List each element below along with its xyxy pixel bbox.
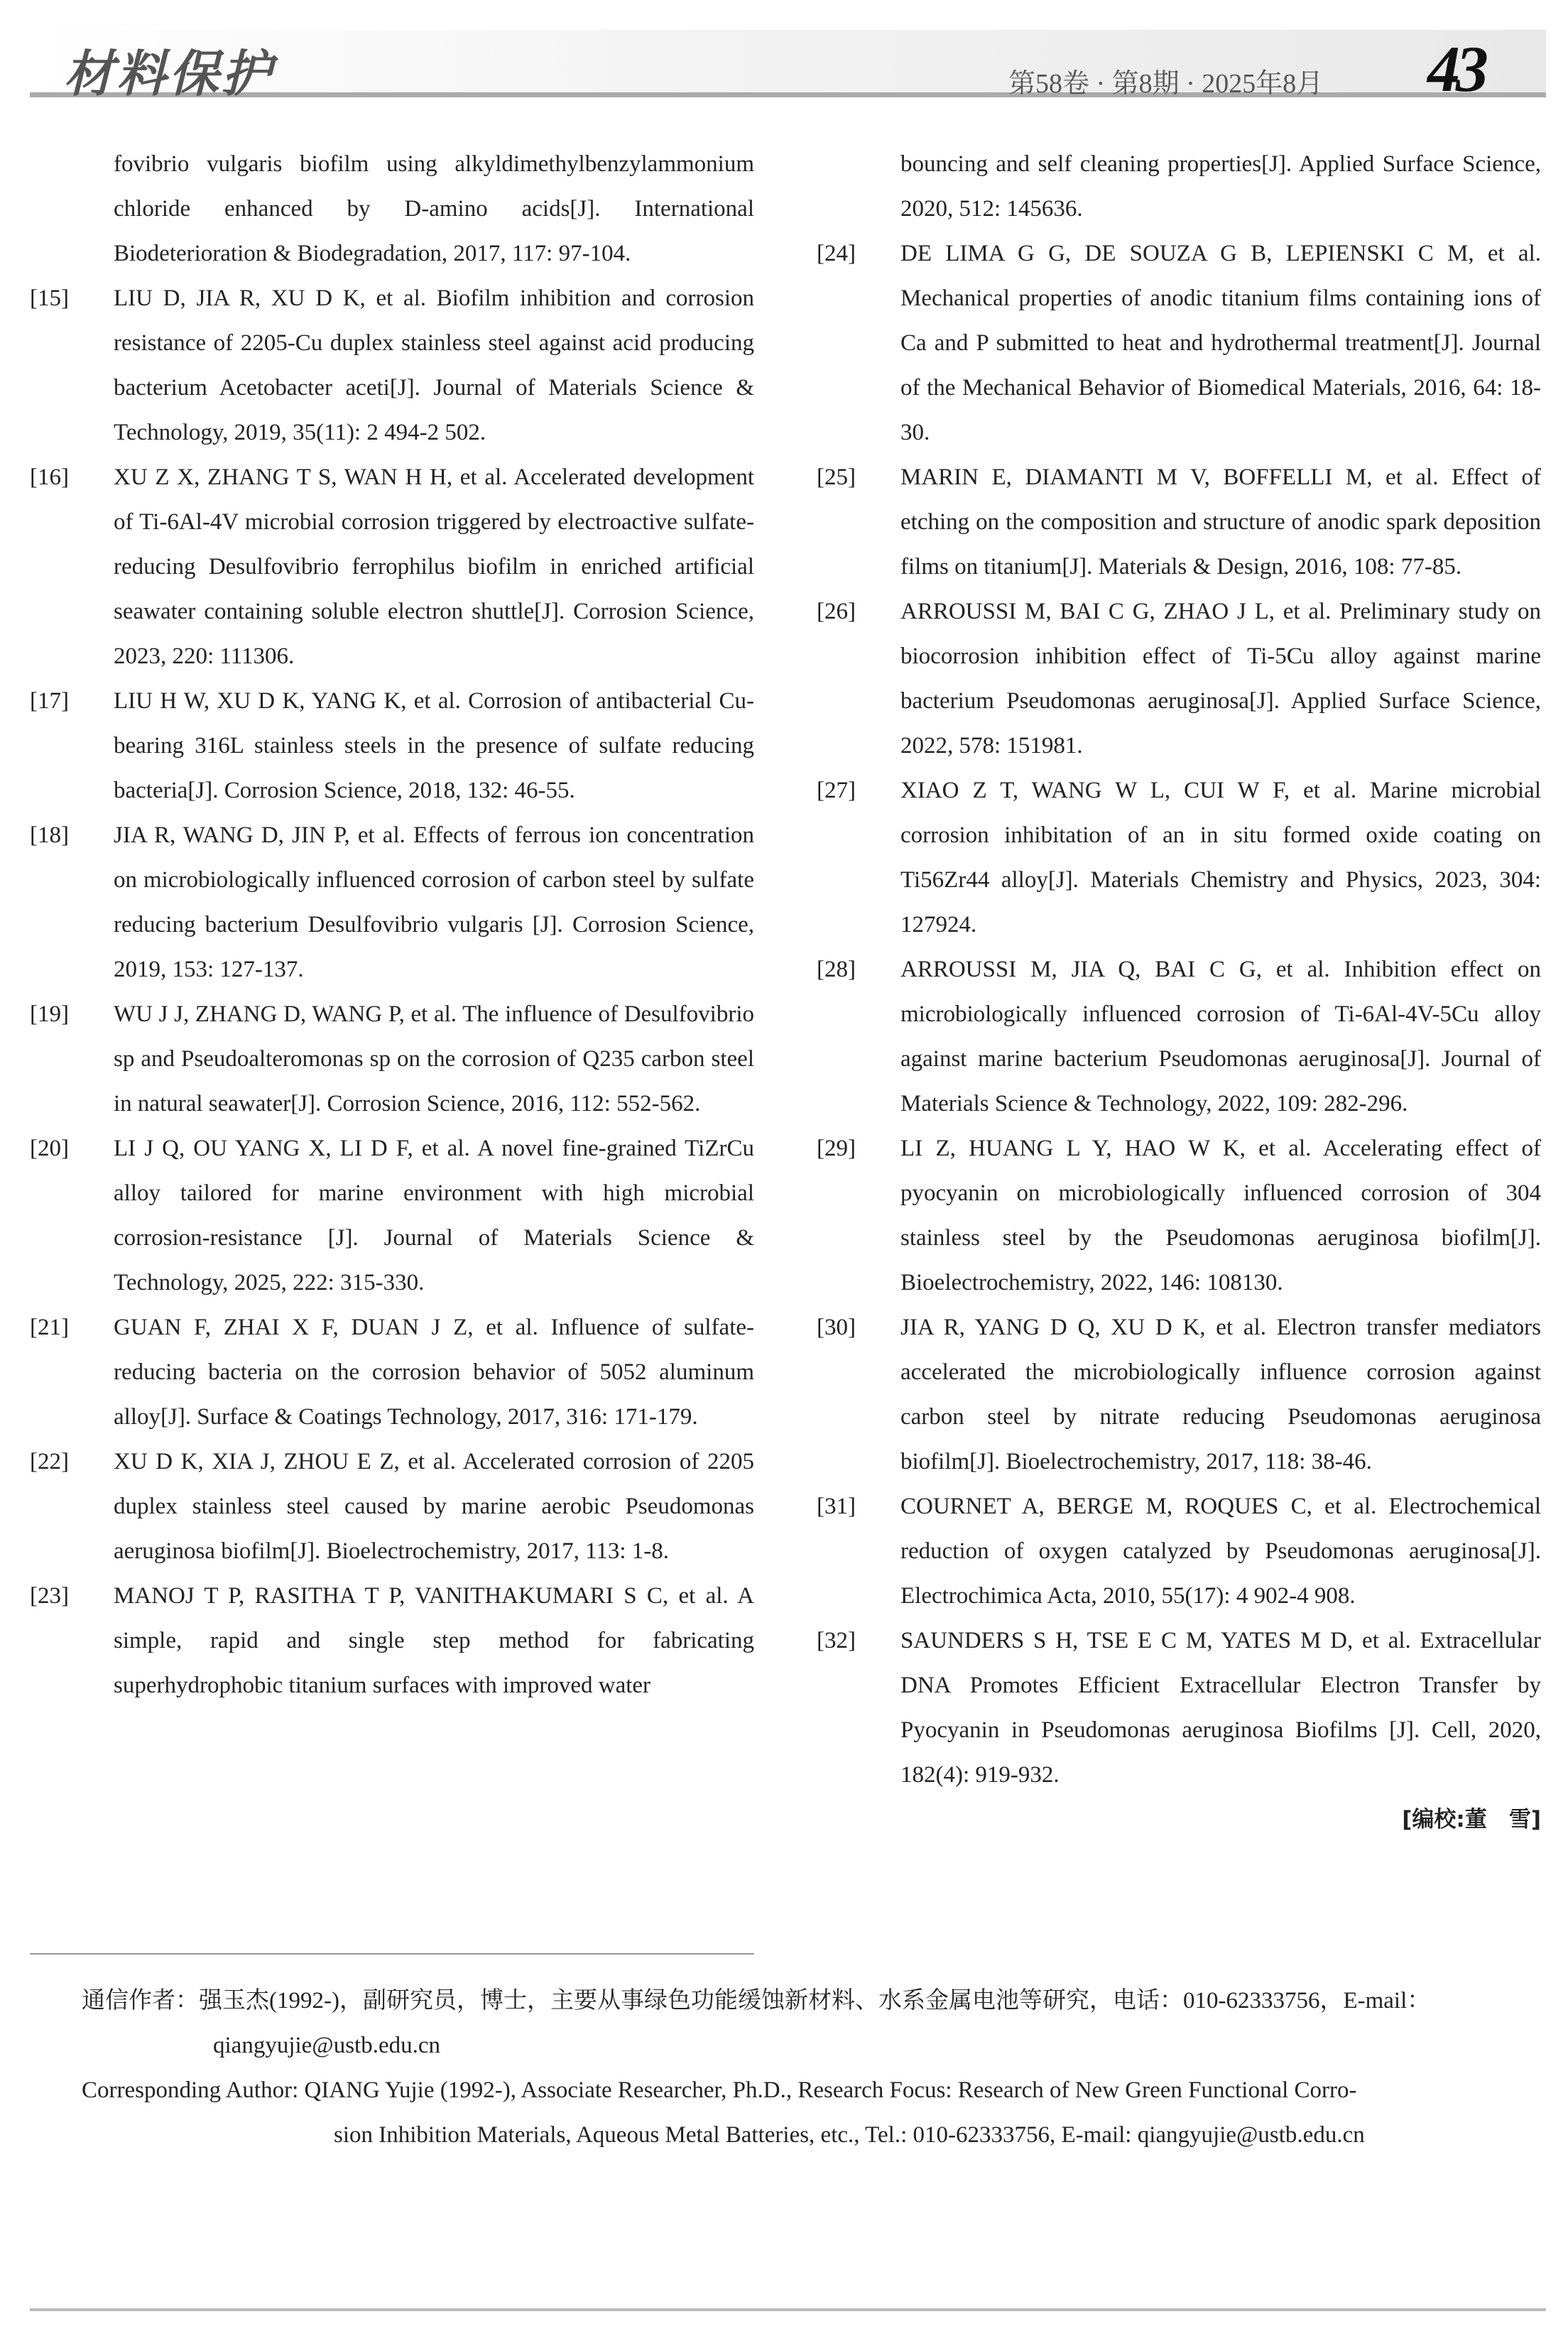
reference-item [817,589,1541,768]
reference-number: [31] [817,1494,856,1519]
reference-number: [30] [817,1315,856,1340]
reference-text: COURNET A, BERGE M, ROQUES C, et al. Electrochemical reduction of oxygen catalyzed by Pseudomonas aeruginosa[J]. Electrochimica Acta, 2010, 55(17): 4 902-4 908. [900,1494,1541,1609]
reference-continuation: fovibrio vulgaris biofilm using alkyldimethylbenzylammonium chloride enhanced by D-amino acids[J]. International Biodeterioration & Biodegradation, 2017, 117: 97-104. [114,151,754,266]
reference-text: JIA R, YANG D Q, XU D K, et al. Electron transfer mediators accelerated the microbiologically influence corrosion against carbon steel by nitrate reducing Pseudomonas aeruginosa biofilm[J]. Bioelectrochemistry, 2017, 118: 38-46. [900,1315,1541,1474]
journal-logo: 材料保护 [64,44,274,103]
reference-number: [20] [30,1136,69,1161]
footnote-en-line1: Corresponding Author: QIANG Yujie (1992-), Associate Researcher, Ph.D., Research Focus: Research of New Green Functional Corro- [82,2077,1357,2103]
footnote-en-line2: sion Inhibition Materials, Aqueous Metal Batteries, etc., Tel.: 010-62333756, E-mail: qiangyujie@ustb.edu.cn [334,2122,1365,2148]
page-number: 43 [1427,33,1484,105]
reference-number: [23] [30,1583,69,1609]
reference-item [817,1126,1541,1305]
right-column [817,142,1541,1842]
reference-text: LI Z, HUANG L Y, HAO W K, et al. Accelerating effect of pyocyanin on microbiologically influenced corrosion of 304 stainless steel by the Pseudomonas aeruginosa biofilm[J]. Bioelectrochemistry, 2022, 146: 108130. [900,1136,1541,1295]
reference-number: [16] [30,464,69,490]
reference-item [817,947,1541,1126]
reference-text: XU D K, XIA J, ZHOU E Z, et al. Accelerated corrosion of 2205 duplex stainless steel caused by marine aerobic Pseudomonas aeruginosa biofilm[J]. Bioelectrochemistry, 2017, 113: 1-8. [114,1449,754,1564]
reference-text: MANOJ T P, RASITHA T P, VANITHAKUMARI S C, et al. A simple, rapid and single step method for fabricating superhydrophobic titanium surfaces with improved water [114,1583,754,1698]
reference-number: [18] [30,822,69,848]
reference-number: [26] [817,599,856,624]
reference-number: [19] [30,1001,69,1027]
reference-text: JIA R, WANG D, JIN P, et al. Effects of ferrous ion concentration on microbiologically influenced corrosion of carbon steel by sulfate reducing bacterium Desulfovibrio vulgaris [J]. Corrosion Science, 2019, 153: 127-137. [114,822,754,982]
reference-number: [17] [30,688,69,714]
reference-text: SAUNDERS S H, TSE E C M, YATES M D, et al. Extracellular DNA Promotes Efficient Extracellular Electron Transfer by Pyocyanin in Pseudomonas aeruginosa Biofilms [J]. Cell, 2020, 182(4): 919-932. [900,1628,1541,1788]
reference-text: MARIN E, DIAMANTI M V, BOFFELLI M, et al. Effect of etching on the composition and structure of anodic spark deposition films on titanium[J]. Materials & Design, 2016, 108: 77-85. [900,464,1541,580]
reference-number: [21] [30,1315,69,1340]
reference-text: XIAO Z T, WANG W L, CUI W F, et al. Marine microbial corrosion inhibitation of an in situ formed oxide coating on Ti56Zr44 alloy[J]. Materials Chemistry and Physics, 2023, 304: 127924. [900,778,1541,938]
reference-number: [28] [817,957,856,982]
reference-text: LIU H W, XU D K, YANG K, et al. Corrosion of antibacterial Cu-bearing 316L stainless steels in the presence of sulfate reducing bacteria[J]. Corrosion Science, 2018, 132: 46-55. [114,688,754,803]
reference-number: [25] [817,464,856,490]
reference-item [817,455,1541,589]
reference-item [30,992,754,1126]
reference-item [817,768,1541,947]
reference-text: GUAN F, ZHAI X F, DUAN J Z, et al. Influence of sulfate-reducing bacteria on the corrosion behavior of 5052 aluminum alloy[J]. Surface & Coatings Technology, 2017, 316: 171-179. [114,1315,754,1430]
reference-text: LIU D, JIA R, XU D K, et al. Biofilm inhibition and corrosion resistance of 2205-Cu duplex stainless steel against acid producing bacterium Acetobacter aceti[J]. Journal of Materials Science & Technology, 2019, 35(11): 2 494-2 502. [114,286,754,445]
reference-number: [32] [817,1628,856,1653]
issue-info: 第58卷 · 第8期 · 2025年8月 [1008,69,1324,99]
reference-number: [24] [817,241,856,266]
reference-item [30,813,754,992]
reference-item [30,1305,754,1440]
reference-item [30,1126,754,1305]
footnote-cn-line2: qiangyujie@ustb.edu.cn [213,2033,440,2058]
footnote-divider [30,1953,754,1955]
reference-item [30,1574,754,1708]
left-column [30,142,754,1708]
reference-text: WU J J, ZHANG D, WANG P, et al. The influence of Desulfovibrio sp and Pseudoalteromonas sp on the corrosion of Q235 carbon steel in natural seawater[J]. Corrosion Science, 2016, 112: 552-562. [114,1001,754,1116]
reference-number: [27] [817,778,856,803]
reference-item [30,679,754,813]
editor-note: [编校:董 雪] [1402,1807,1541,1832]
reference-item [30,1440,754,1574]
reference-text: LI J Q, OU YANG X, LI D F, et al. A novel fine-grained TiZrCu alloy tailored for marine environment with high microbial corrosion-resistance [J]. Journal of Materials Science & Technology, 2025, 222: 315-330. [114,1136,754,1295]
reference-number: [29] [817,1136,856,1161]
reference-number: [22] [30,1449,69,1474]
reference-item [817,232,1541,455]
reference-text: DE LIMA G G, DE SOUZA G B, LEPIENSKI C M, et al. Mechanical properties of anodic titanium films containing ions of Ca and P submitted to heat and hydrothermal treatment[J]. Journal of the Mechanical Behavior of Biomedical Materials, 2016, 64: 18-30. [900,241,1541,445]
reference-continuation: bouncing and self cleaning properties[J]. Applied Surface Science, 2020, 512: 145636. [900,151,1541,222]
reference-text: ARROUSSI M, BAI C G, ZHAO J L, et al. Preliminary study on biocorrosion inhibition effect of Ti-5Cu alloy against marine bacterium Pseudomonas aeruginosa[J]. Applied Surface Science, 2022, 578: 151981. [900,599,1541,759]
reference-item [30,276,754,455]
reference-item [817,1619,1541,1798]
reference-text: ARROUSSI M, JIA Q, BAI C G, et al. Inhibition effect on microbiologically influenced corrosion of Ti-6Al-4V-5Cu alloy against marine bacterium Pseudomonas aeruginosa[J]. Journal of Materials Science & Technology, 2022, 109: 282-296. [900,957,1541,1116]
reference-text: XU Z X, ZHANG T S, WAN H H, et al. Accelerated development of Ti-6Al-4V microbial corrosion triggered by electroactive sulfate-reducing Desulfovibrio ferrophilus biofilm in enriched artificial seawater containing soluble electron shuttle[J]. Corrosion Science, 2023, 220: 111306. [114,464,754,669]
reference-item [817,1305,1541,1484]
reference-item [30,455,754,679]
footnote-cn-line1: 通信作者：强玉杰(1992-)，副研究员，博士，主要从事绿色功能缓蚀新材料、水系金属电池等研究，电话：010-62333756，E-mail： [82,1988,1431,2014]
reference-number: [15] [30,286,69,311]
bottom-divider [30,2308,1546,2311]
reference-item [817,1484,1541,1619]
